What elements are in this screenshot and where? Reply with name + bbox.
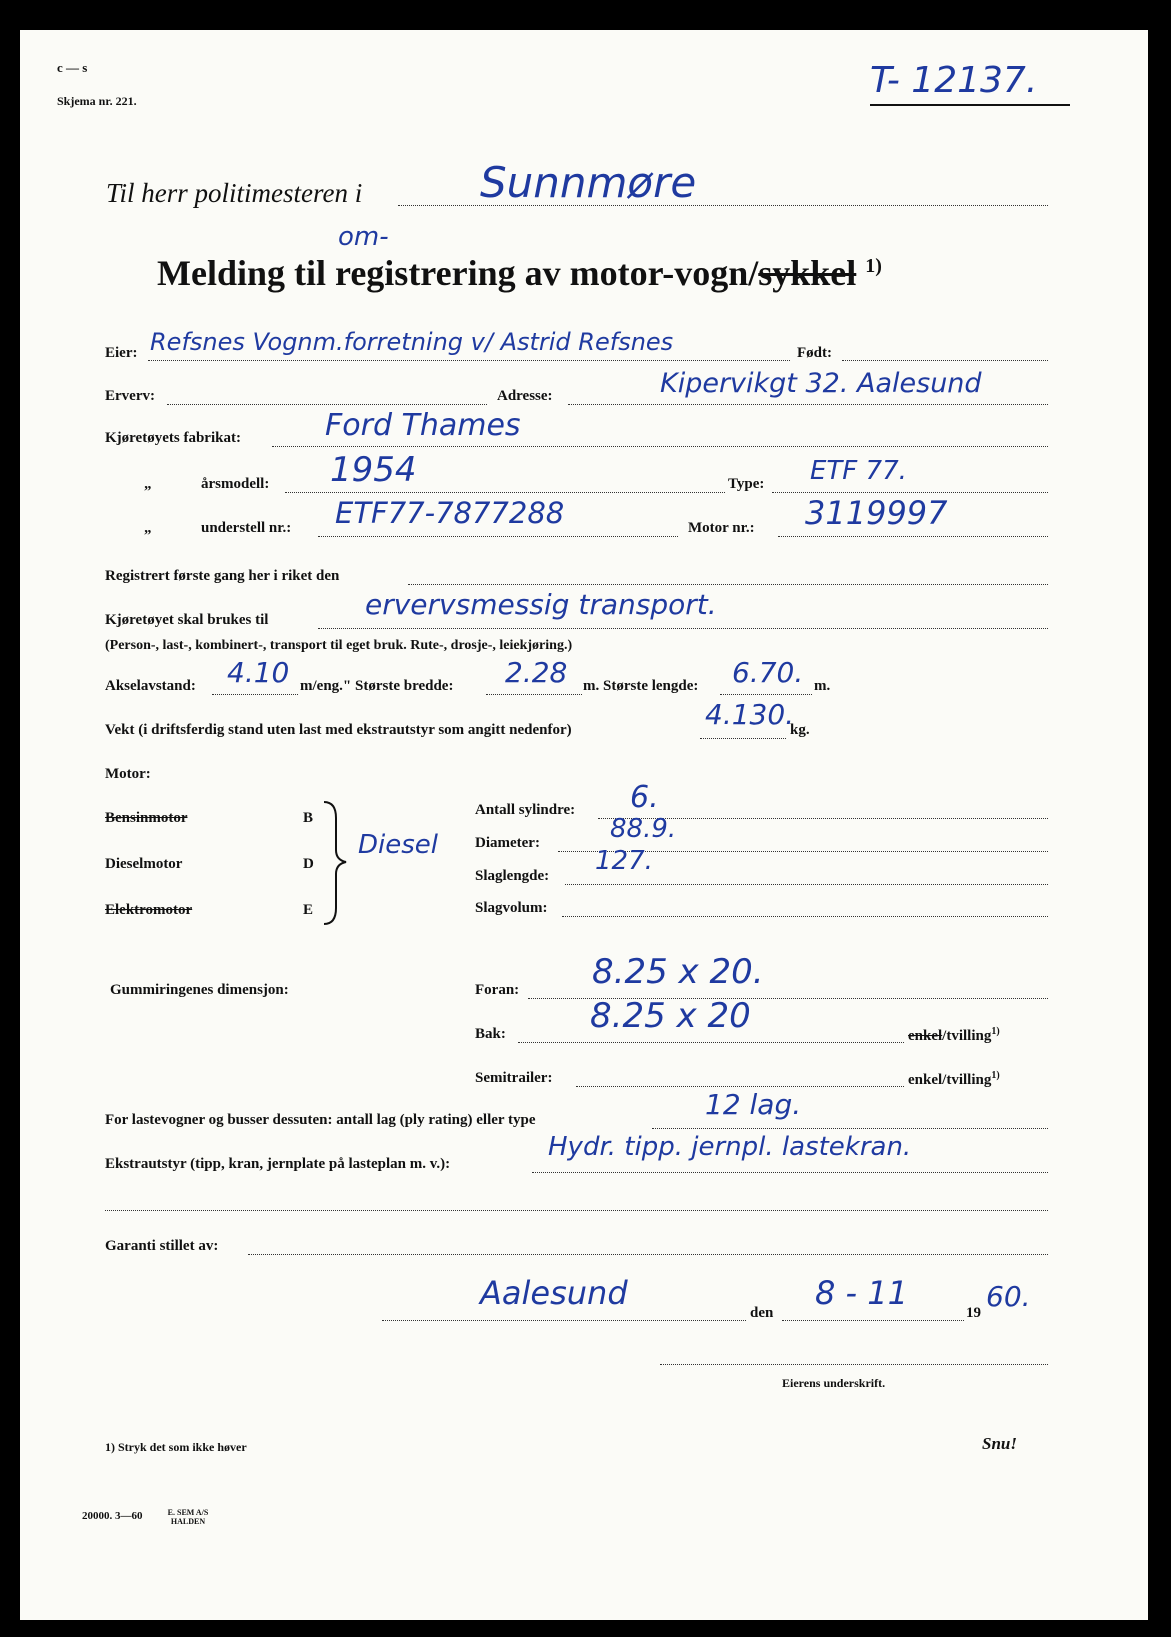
arsmodell-label: årsmodell: (201, 476, 270, 492)
registrert-label: Registrert første gang her i riket den (105, 568, 340, 584)
ekstra-value: Hydr. tipp. jernpl. lastekran. (548, 1132, 912, 1162)
brukes-line (318, 628, 1048, 629)
printer: E. SEM A/S HALDEN (167, 1508, 209, 1526)
elektro-label: Elektromotor (105, 902, 193, 918)
to-label: Til herr politimesteren i (106, 178, 363, 208)
understell-label: understell nr.: (201, 520, 292, 536)
fabrikat-value: Ford Thames (325, 408, 521, 443)
signature-label: Eierens underskrift. (782, 1376, 886, 1390)
heading-main: registrering av motor-vogn/ (335, 253, 759, 293)
registrert-line (408, 584, 1048, 585)
semi-label: Semitrailer: (475, 1070, 553, 1086)
diameter-value: 88.9. (610, 814, 677, 844)
lengde-line (720, 694, 812, 695)
motor-brace (320, 798, 350, 928)
motor-type-value: Diesel (358, 830, 439, 860)
type-value: ETF 77. (810, 456, 907, 486)
heading-insert: om- (338, 222, 389, 252)
ekstra-line-2 (105, 1210, 1048, 1211)
slaglengde-line (565, 884, 1048, 885)
aksel-unit: m/eng." Største bredde: (300, 678, 454, 694)
gummi-label: Gummiringenes dimensjon: (110, 982, 289, 998)
form-sheet (20, 30, 1148, 1620)
heading-note: 1) (865, 255, 882, 277)
arsmodell-line (285, 492, 725, 493)
fabrikat-label: Kjøretøyets fabrikat: (105, 430, 241, 446)
ditto-mark-1: „ (144, 476, 152, 492)
date-value: 8 - 11 (815, 1274, 908, 1312)
heading-prefix: Melding til (157, 253, 326, 293)
bak-note: 1) (991, 1026, 1000, 1037)
tvilling-text: /tvilling (942, 1028, 992, 1044)
bak-line (518, 1042, 904, 1043)
garanti-label: Garanti stillet av: (105, 1238, 219, 1254)
vekt-label: Vekt (i driftsferdig stand uten last med ekstrautstyr som angitt nedenfor) (105, 722, 572, 738)
fodt-line (842, 360, 1048, 361)
adresse-line (568, 404, 1048, 405)
snu-note: Snu! (982, 1434, 1017, 1453)
garanti-line (248, 1254, 1048, 1255)
sylindre-label: Antall sylindre: (475, 802, 576, 818)
year-prefix: 19 (966, 1305, 981, 1321)
ekstra-label: Ekstrautstyr (tipp, kran, jernplate på lasteplan m. v.): (105, 1156, 451, 1172)
motornr-line (778, 536, 1048, 537)
brukes-value: ervervsmessig transport. (365, 588, 717, 621)
fodt-label: Født: (797, 345, 832, 361)
stamp-number: T- 12137. (870, 60, 1038, 101)
print-run: 20000. 3—60 (82, 1510, 143, 1522)
slagvolum-label: Slagvolum: (475, 900, 548, 916)
eier-line (148, 360, 790, 361)
vekt-unit: kg. (790, 722, 810, 738)
fabrikat-line (272, 446, 1048, 447)
elektro-code: E (303, 902, 314, 918)
vekt-line (700, 738, 786, 739)
heading (157, 252, 882, 294)
adresse-label: Adresse: (497, 388, 553, 404)
type-label: Type: (728, 476, 765, 492)
footnote: 1) Stryk det som ikke høver (105, 1440, 247, 1454)
aksel-value: 4.10 (227, 656, 290, 689)
bensin-label: Bensinmotor (105, 810, 188, 826)
semi-note: 1) (991, 1070, 1000, 1081)
form-number: Skjema nr. 221. (57, 94, 137, 108)
den-label: den (750, 1305, 774, 1321)
lengde-unit: m. (814, 678, 831, 694)
sylindre-value: 6. (630, 780, 659, 815)
slagvolum-line (562, 916, 1048, 917)
semi-suffix-text: enkel/tvilling (908, 1072, 992, 1088)
brukes-label: Kjøretøyet skal brukes til (105, 612, 269, 628)
to-value: Sunnmøre (480, 158, 697, 207)
enkel-struck: enkel (908, 1028, 943, 1044)
diesel-label: Dieselmotor (105, 856, 183, 872)
erverv-label: Erverv: (105, 388, 155, 404)
place-value: Aalesund (480, 1274, 628, 1312)
motor-label: Motor: (105, 766, 151, 782)
heading-struck: sykkel (758, 253, 857, 293)
bak-label: Bak: (475, 1026, 506, 1042)
date-line (782, 1320, 964, 1321)
bredde-unit: m. Største lengde: (583, 678, 699, 694)
motornr-value: 3119997 (805, 494, 948, 532)
bensin-code: B (303, 810, 314, 826)
lengde-value: 6.70. (732, 656, 804, 689)
lastevogner-label: For lastevogner og busser dessuten: antall lag (ply rating) eller type (105, 1112, 536, 1128)
to-line (398, 205, 1048, 206)
semi-line (576, 1086, 904, 1087)
stamp-underline (870, 104, 1070, 106)
semi-suffix (908, 1070, 1000, 1089)
signature-line (660, 1364, 1048, 1365)
foran-label: Foran: (475, 982, 520, 998)
bak-value: 8.25 x 20 (590, 996, 751, 1036)
erverv-line (167, 404, 487, 405)
understell-line (318, 536, 678, 537)
vekt-value: 4.130. (705, 698, 795, 731)
eier-label: Eier: (105, 345, 138, 361)
bredde-line (486, 694, 582, 695)
adresse-value: Kipervikgt 32. Aalesund (660, 368, 982, 399)
brukes-note: (Person-, last-, kombinert-, transport til eget bruk. Rute-, drosje-, leiekjøring.) (105, 638, 573, 653)
bak-suffix (908, 1026, 1000, 1045)
aksel-line (212, 694, 298, 695)
motornr-label: Motor nr.: (688, 520, 755, 536)
lastevogner-line (652, 1128, 1048, 1129)
slaglengde-value: 127. (595, 846, 653, 876)
year-value: 60. (986, 1280, 1031, 1313)
corner-mark: c — s (57, 60, 88, 75)
lastevogner-value: 12 lag. (705, 1088, 802, 1121)
slaglengde-label: Slaglengde: (475, 868, 550, 884)
place-line (382, 1320, 746, 1321)
foran-value: 8.25 x 20. (592, 952, 764, 992)
bredde-value: 2.28 (505, 656, 568, 689)
diameter-label: Diameter: (475, 835, 540, 851)
understell-value: ETF77-7877288 (335, 496, 565, 530)
type-line (772, 492, 1048, 493)
ditto-mark-2: „ (144, 520, 152, 536)
ekstra-line (532, 1172, 1048, 1173)
diesel-code: D (303, 856, 314, 872)
aksel-label: Akselavstand: (105, 678, 196, 694)
eier-value: Refsnes Vognm.forretning v/ Astrid Refsnes (150, 328, 674, 356)
arsmodell-value: 1954 (330, 450, 417, 490)
